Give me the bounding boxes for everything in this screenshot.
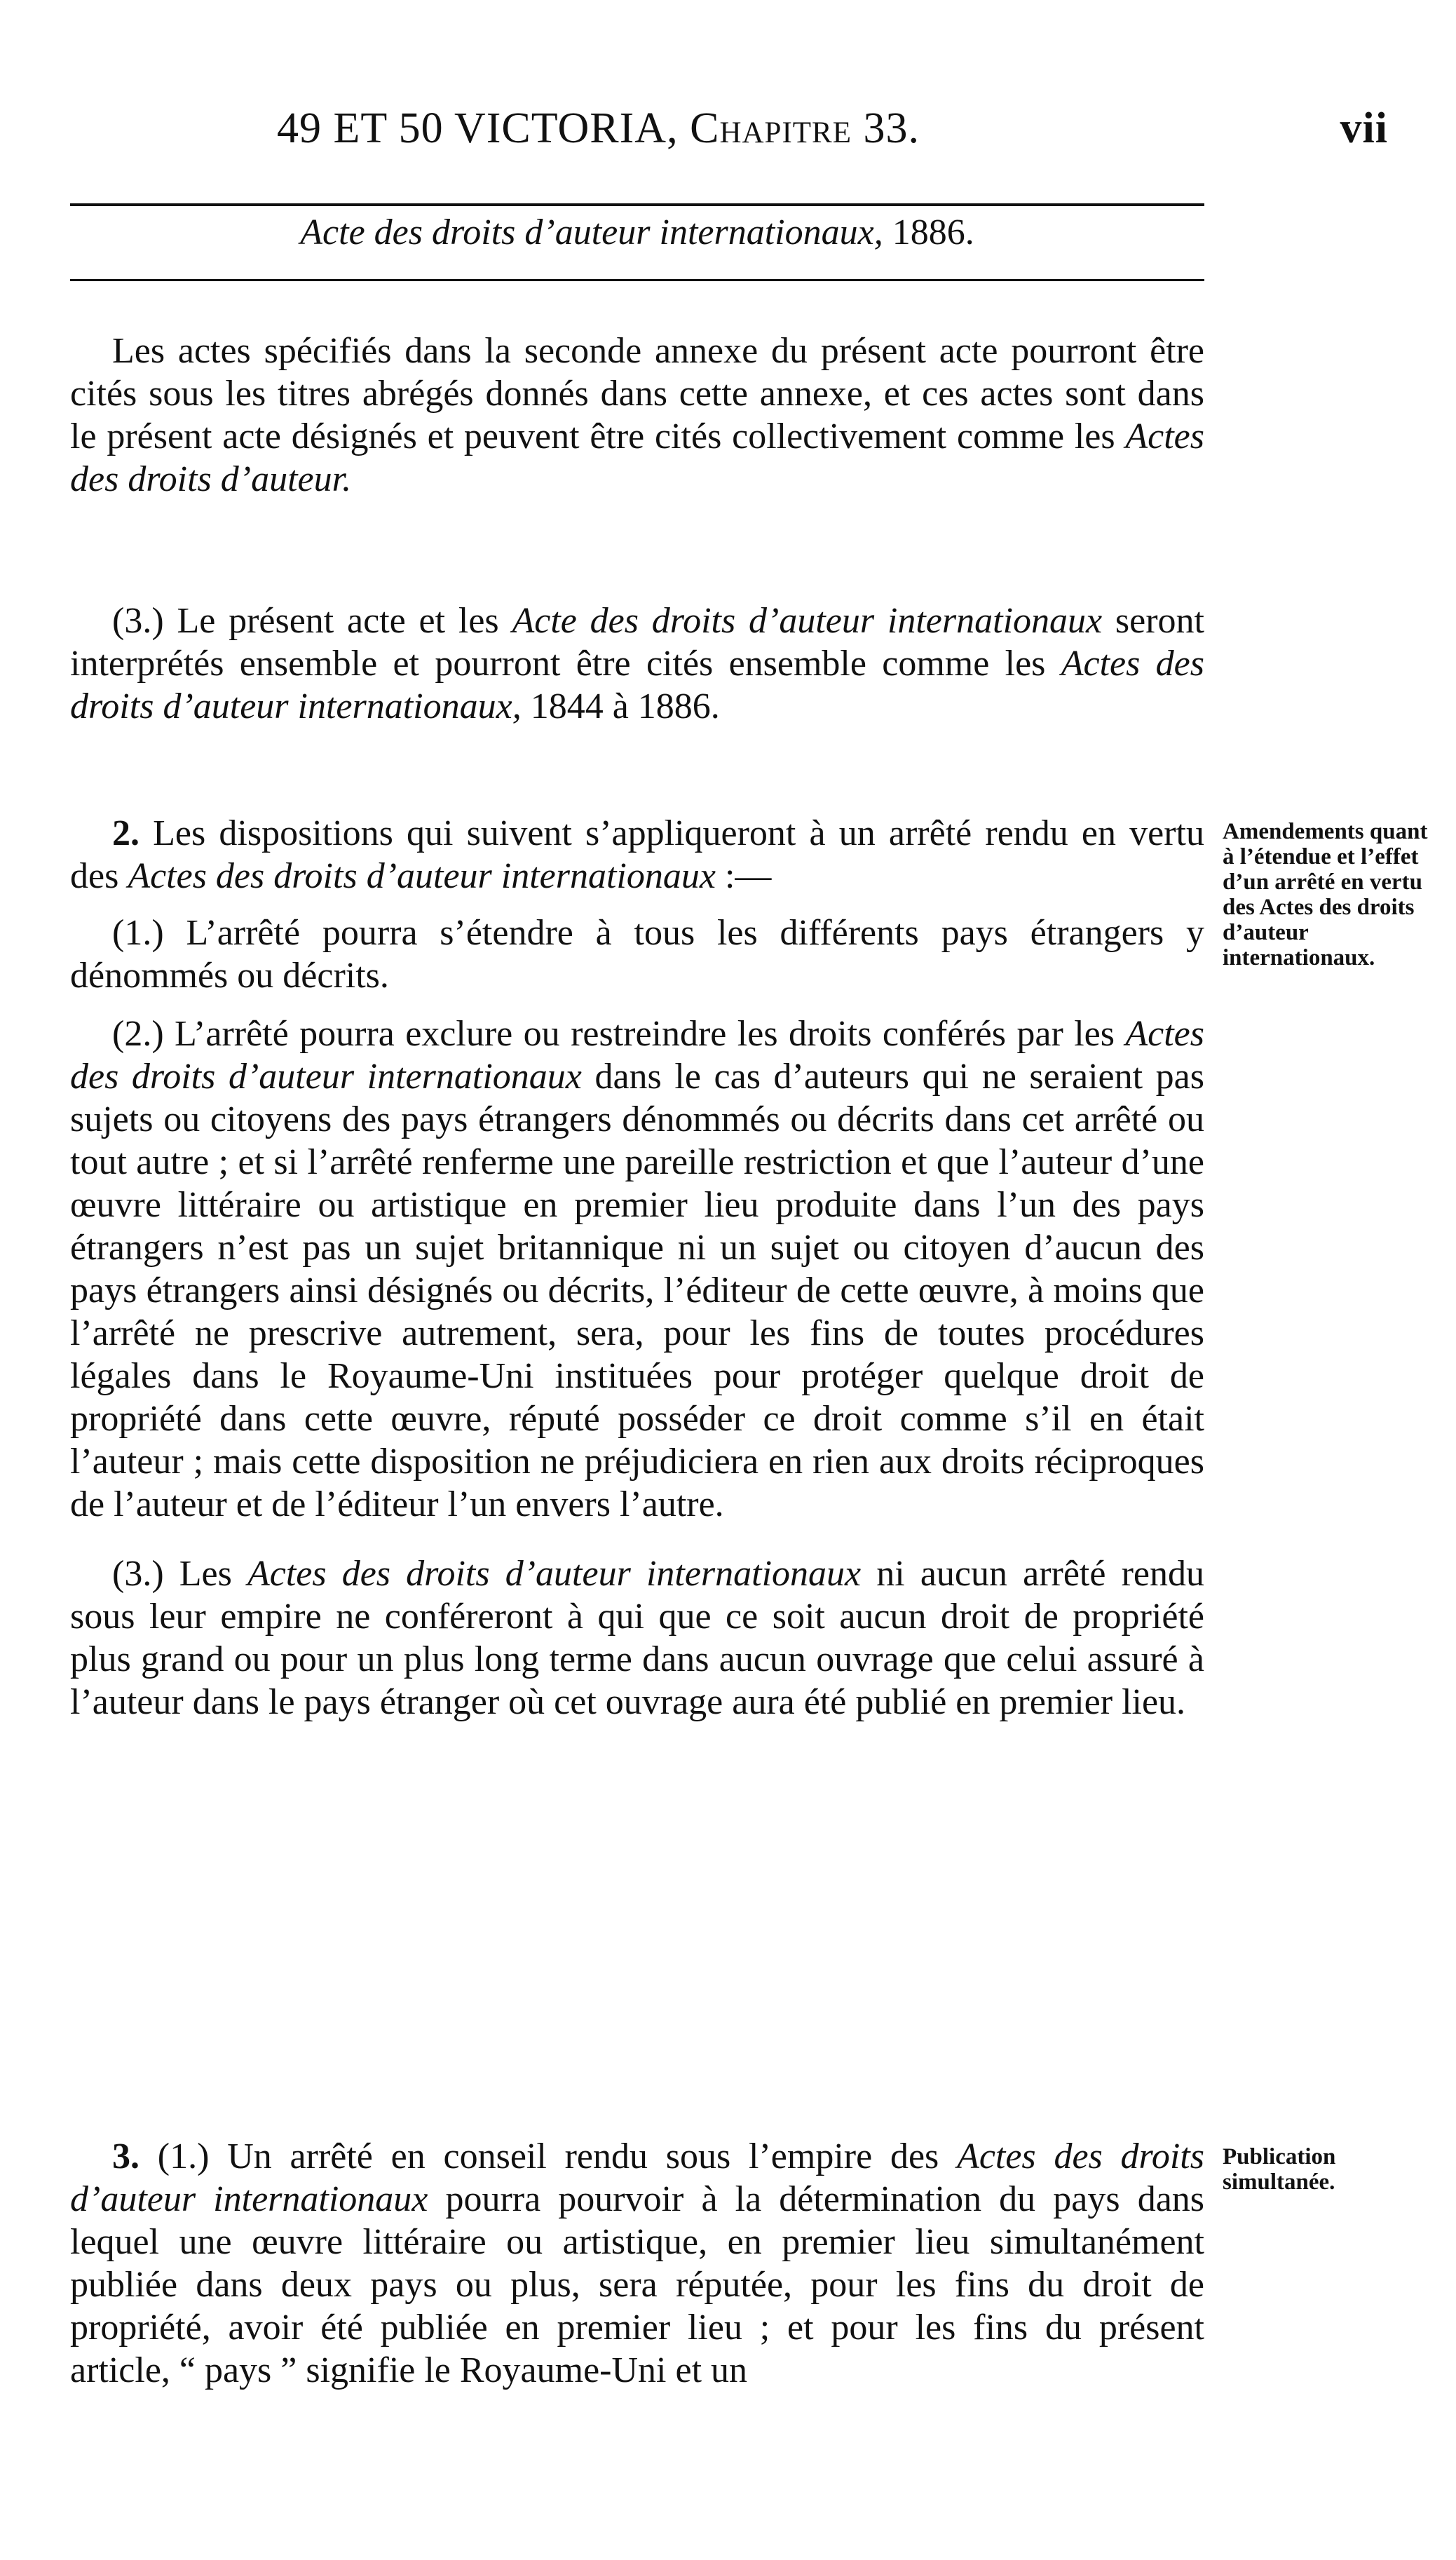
subsection-3-italic: Actes des droits d’auteur internationaux (247, 1554, 862, 1594)
subsection-2-tail: dans le cas d’auteurs qui ne seraient pas sujets ou citoyens des pays étrangers dénommés ou décrits dans cet arrêté ou tout autre ; et si l’arrêté renferme une pareille restriction et que l’auteur d’une œuvre littéraire ou artistique en premier lieu produite dans l’un des pays étrangers n’est pas un sujet britannique ni un sujet ou citoyen d’aucun des pays étrangers ainsi désignés ou décrits, l’éditeur de cette œuvre, à moins que l’arrêté ne prescrive autrement, sera, pour les fins de toutes procédures légales dans le Royaume-Uni instituées pour protéger quelque droit de propriété dans cette œuvre, réputé posséder ce droit comme s’il en était l’auteur ; mais cette disposition ne préjudiciera en rien aux droits réciproques de l’auteur et de l’éditeur l’un envers l’autre. (70, 1057, 1204, 1524)
section-2-lead: Les dispositions qui suivent s’appliqueront à un arrêté rendu en vertu des (70, 813, 1204, 896)
subsection-2-italic: Actes des droits d’auteur internationaux (70, 1014, 1204, 1097)
paragraph-interpretation-italic-1: Acte des droits d’auteur internationaux (512, 601, 1103, 641)
page-header (70, 104, 1388, 160)
body-column-subsection-3 (70, 600, 1204, 728)
section-2-subsection-1: (1.) L’arrêté pourra s’étendre à tous les différents pays étrangers y dénommés ou décrits. (70, 913, 1204, 996)
running-title-italic: Acte des droits d’auteur internationaux, (300, 212, 883, 252)
section-2-number: 2. (112, 813, 140, 853)
paragraph-short-titles (70, 330, 1204, 501)
section-3-tail: pourra pourvoir à la détermination du pays dans lequel une œuvre littéraire ou artistique, en premier lieu simultanément publiée dans deux pays ou plus, sera réputée, pour les fins du droit de propriété, avoir été publiée en premier lieu ; et pour les fins du présent article, “ pays ” signifie le Royaume-Uni et un (70, 2179, 1205, 2390)
paragraph-interpretation-tail: 1844 à 1886. (521, 686, 720, 726)
section-2-tail: :— (715, 856, 772, 896)
section-2-subsection-3 (70, 1552, 1204, 1723)
subsection-2-lead: (2.) L’arrêté pourra exclure ou restreindre les droits conférés par les (112, 1014, 1126, 1054)
page-number: vii (1340, 104, 1388, 152)
header-title-main: 49 ET 50 VICTORIA, (277, 104, 679, 152)
paragraph-short-titles-italic: Actes des droits d’auteur. (70, 416, 1204, 499)
margin-note-simultaneous-publication: Publication simultanée. (1223, 2144, 1336, 2195)
header-title (277, 104, 920, 154)
body-column-top (70, 330, 1204, 501)
margin-note-amendments: Amendements quant à l’étendue et l’effet d’un arrêté en vertu des Actes des droits d’auteur internationaux. (1223, 819, 1428, 970)
section-3-italic: Actes des droits d’auteur internationaux (70, 2136, 1204, 2219)
section-2-italic: Actes des droits d’auteur internationaux (128, 856, 716, 896)
subsection-3-lead: (3.) Les (112, 1554, 247, 1594)
paragraph-interpretation (70, 600, 1204, 728)
body-column-section-3 (70, 2135, 1204, 2392)
section-2-subsection-2 (70, 1013, 1204, 1526)
paragraph-interpretation-mid: seront interprétés ensemble et pourront être cités ensemble comme les (70, 601, 1204, 684)
running-title-year: 1886. (892, 212, 974, 252)
paragraph-short-titles-text: Les actes spécifiés dans la seconde annexe du présent acte pourront être cités sous les titres abrégés donnés dans cette annexe, et ces actes sont dans le présent acte désignés et peuvent être cités collectivement comme les (70, 331, 1204, 456)
header-chapter: Chapitre 33. (690, 104, 920, 152)
paragraph-interpretation-lead: (3.) Le présent acte et les (112, 601, 512, 641)
header-rule-top (70, 203, 1204, 206)
section-3-number: 3. (112, 2136, 140, 2176)
subsection-3-tail: ni aucun arrêté rendu sous leur empire ne conféreront à qui que ce soit aucun droit de propriété plus grand ou pour un plus long terme dans aucun ouvrage que celui assuré à l’auteur dans le pays étranger où cet ouvrage aura été publié en premier lieu. (70, 1554, 1204, 1722)
section-2-heading (70, 812, 1204, 898)
header-rule-bottom (70, 279, 1204, 281)
paragraph-interpretation-italic-2: Actes des droits d’auteur internationaux, (70, 644, 1204, 726)
body-column-section-2 (70, 812, 1204, 1723)
section-3-lead: (1.) Un arrêté en conseil rendu sous l’empire des (140, 2136, 958, 2176)
section-3-paragraph (70, 2135, 1204, 2392)
running-title (70, 212, 1204, 253)
